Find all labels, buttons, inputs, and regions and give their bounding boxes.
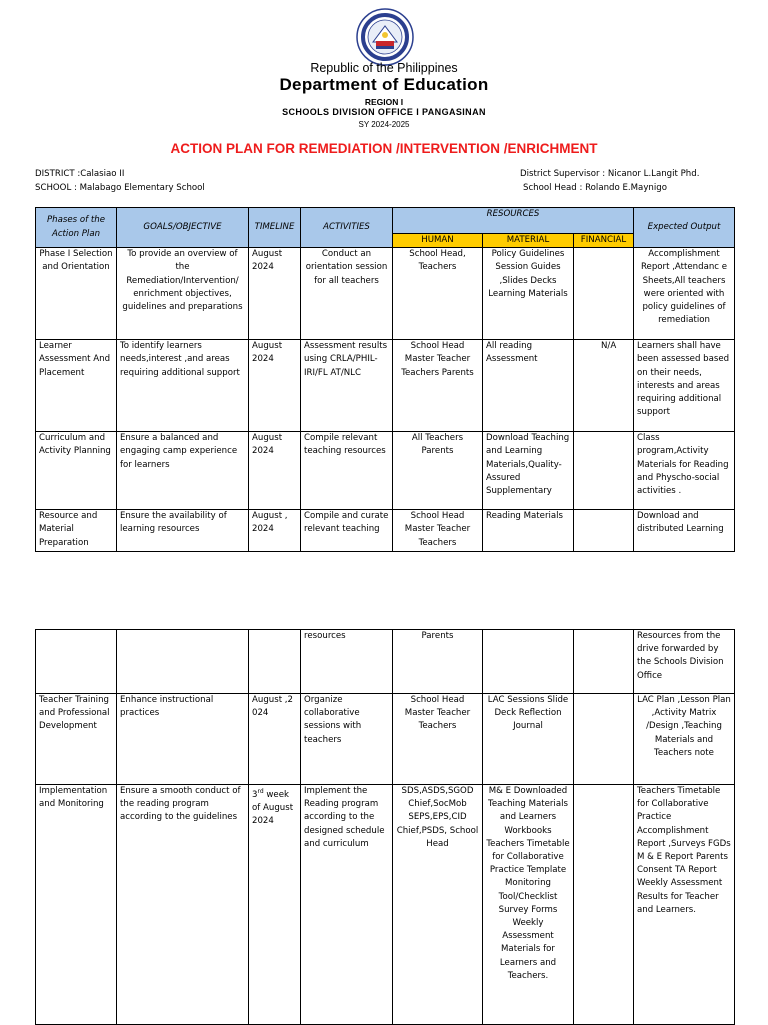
row-timeline: August , 2024 bbox=[249, 510, 301, 552]
row-material: All reading Assessment bbox=[483, 340, 574, 432]
row-phase: Curriculum and Activity Planning bbox=[36, 432, 117, 510]
table-row bbox=[36, 432, 735, 510]
row-activity: resources bbox=[301, 630, 393, 694]
row-phase: Teacher Training and Professional Development bbox=[36, 694, 117, 785]
row-activity: Implement the Reading program according to the designed schedule and curriculum bbox=[301, 785, 393, 1025]
school-year-text: SY 2024-2025 bbox=[358, 120, 410, 129]
row-human: School Head Master Teacher Teachers Parents bbox=[393, 340, 483, 432]
row-financial bbox=[574, 248, 634, 340]
row-goal bbox=[117, 630, 249, 694]
action-plan-table-page1 bbox=[35, 207, 735, 552]
department-title: Department of Education bbox=[279, 75, 489, 94]
row-material: Download Teaching and Learning Materials,Quality-Assured Supplementary bbox=[483, 432, 574, 510]
row-timeline: August 2024 bbox=[249, 340, 301, 432]
row-human: All Teachers Parents bbox=[393, 432, 483, 510]
deped-seal-icon bbox=[356, 8, 414, 66]
row-phase bbox=[36, 630, 117, 694]
header-activities: ACTIVITIES bbox=[301, 208, 393, 248]
row-phase: Phase I Selection and Orientation bbox=[36, 248, 117, 340]
region-text: REGION I bbox=[364, 97, 404, 107]
row-human: Parents bbox=[393, 630, 483, 694]
row-human: School Head Master Teacher Teachers bbox=[393, 694, 483, 785]
row-goal: To identify learners needs,interest ,and areas requiring additional support bbox=[117, 340, 249, 432]
header-phases: Phases of the Action Plan bbox=[36, 208, 117, 248]
timeline-text: week of August 2024 bbox=[252, 789, 294, 827]
action-plan-table-page2 bbox=[35, 629, 735, 1025]
row-output: LAC Plan ,Lesson Plan ,Activity Matrix /Design ,Teaching Materials and Teachers note bbox=[634, 694, 735, 785]
row-human: SDS,ASDS,SGOD Chief,SocMob SEPS,EPS,CID Chief,PSDS, School Head bbox=[393, 785, 483, 1025]
row-financial-placeholder bbox=[574, 340, 634, 432]
header-human: HUMAN bbox=[393, 234, 483, 248]
table-row bbox=[36, 785, 735, 1025]
row-output: Learners shall have been assessed based on their needs, interests and areas requiring additional support bbox=[634, 340, 735, 432]
row-material: Policy Guidelines Session Guides ,Slides Decks Learning Materials bbox=[483, 248, 574, 340]
row-activity: Compile and curate relevant teaching bbox=[301, 510, 393, 552]
row-output: Accomplishment Report ,Attendanc e Sheets,All teachers were oriented with policy guidelines of remediation bbox=[634, 248, 735, 340]
row-financial bbox=[574, 630, 634, 694]
header-material: MATERIAL bbox=[483, 234, 574, 248]
row-output: Class program,Activity Materials for Reading and Physcho-social activities . bbox=[634, 432, 735, 510]
supervisor-text: District Supervisor : Nicanor L.Langit Phd. bbox=[520, 169, 700, 179]
row-goal: Enhance instructional practices bbox=[117, 694, 249, 785]
row-financial bbox=[574, 432, 634, 510]
row-goal: Ensure the availability of learning resources bbox=[117, 510, 249, 552]
header-resources: RESOURCES bbox=[393, 208, 634, 234]
row-timeline: August ,2 024 bbox=[249, 694, 301, 785]
school-info bbox=[35, 167, 205, 195]
row-activity: Organize collaborative sessions with teachers bbox=[301, 694, 393, 785]
document-title: ACTION PLAN FOR REMEDIATION /INTERVENTION /ENRICHMENT bbox=[170, 141, 598, 156]
row-timeline bbox=[249, 785, 301, 1025]
row-goal: To provide an overview of the Remediation/Intervention/ enrichment objectives, guidelines and preparations bbox=[117, 248, 249, 340]
division-text: SCHOOLS DIVISION OFFICE I PANGASINAN bbox=[282, 107, 486, 117]
table-row bbox=[36, 248, 735, 340]
republic-text: Republic of the Philippines bbox=[310, 61, 458, 75]
row-activity: Compile relevant teaching resources bbox=[301, 432, 393, 510]
header-output: Expected Output bbox=[634, 208, 735, 248]
row-financial bbox=[574, 510, 634, 552]
row-material: Reading Materials bbox=[483, 510, 574, 552]
school-text: SCHOOL : Malabago Elementary School bbox=[35, 183, 205, 193]
table-row bbox=[36, 340, 735, 432]
timeline-ordinal-suffix: rd bbox=[257, 788, 264, 795]
school-head-text: School Head : Rolando E.Maynigo bbox=[523, 183, 667, 193]
row-financial bbox=[574, 785, 634, 1025]
row-human: School Head Master Teacher Teachers bbox=[393, 510, 483, 552]
table-row bbox=[36, 630, 735, 694]
row-output: Teachers Timetable for Collaborative Practice Accomplishment Report ,Surveys FGDs M & E Report Parents Consent TA Report Weekly Assessment Results for Teacher and Learners. bbox=[634, 785, 735, 1025]
row-phase: Implementation and Monitoring bbox=[36, 785, 117, 1025]
row-material: LAC Sessions Slide Deck Reflection Journal bbox=[483, 694, 574, 785]
row-human: School Head, Teachers bbox=[393, 248, 483, 340]
financial-na-text: N/A bbox=[601, 341, 617, 351]
row-phase: Resource and Material Preparation bbox=[36, 510, 117, 552]
table-row bbox=[36, 694, 735, 785]
row-material bbox=[483, 630, 574, 694]
row-activity: Assessment results using CRLA/PHIL-IRI/FL AT/NLC bbox=[301, 340, 393, 432]
table-row bbox=[36, 510, 735, 552]
header-timeline: TIMELINE bbox=[249, 208, 301, 248]
row-timeline bbox=[249, 630, 301, 694]
row-goal: Ensure a smooth conduct of the reading program according to the guidelines bbox=[117, 785, 249, 1025]
timeline-ordinal: 3 bbox=[252, 789, 258, 800]
row-financial bbox=[574, 694, 634, 785]
row-timeline: August 2024 bbox=[249, 248, 301, 340]
row-output: Resources from the drive forwarded by the Schools Division Office bbox=[634, 630, 735, 694]
supervisor-info bbox=[520, 167, 699, 195]
row-phase: Learner Assessment And Placement bbox=[36, 340, 117, 432]
row-activity: Conduct an orientation session for all teachers bbox=[301, 248, 393, 340]
row-material: M& E Downloaded Teaching Materials and Learners Workbooks Teachers Timetable for Collaborative Practice Template Monitoring Tool/Checklist Survey Forms Weekly Assessment Materials for Learners and Teachers. bbox=[483, 785, 574, 1025]
header-financial: FINANCIAL bbox=[574, 234, 634, 248]
header-goals: GOALS/OBJECTIVE bbox=[117, 208, 249, 248]
district-text: DISTRICT :Calasiao II bbox=[35, 169, 125, 179]
row-timeline: August 2024 bbox=[249, 432, 301, 510]
row-output: Download and distributed Learning bbox=[634, 510, 735, 552]
row-goal: Ensure a balanced and engaging camp experience for learners bbox=[117, 432, 249, 510]
